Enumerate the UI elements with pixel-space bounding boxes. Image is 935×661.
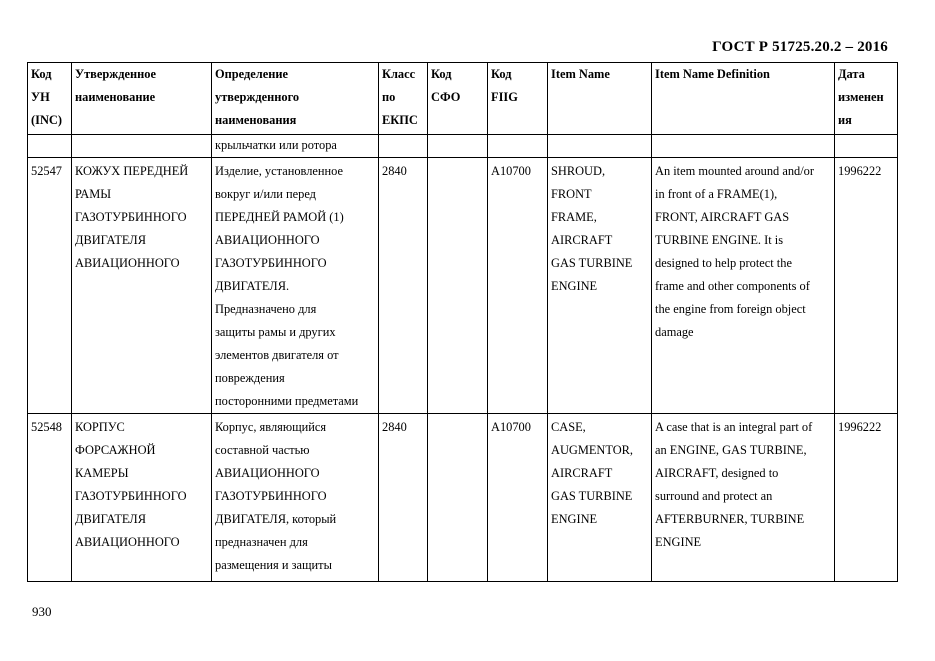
cell-change-date: [835, 135, 898, 158]
cell-line: Изделие, установленное: [215, 164, 343, 178]
cell-line: УН: [31, 90, 50, 104]
cell-line: составной частью: [215, 443, 310, 457]
header-change-date: [835, 63, 898, 135]
cell-line: ГАЗОТУРБИННОГО: [75, 489, 187, 503]
cell-line: Item Name: [551, 67, 610, 81]
cell-approved-name: [72, 158, 212, 414]
cell-line: AFTERBURNER, TURBINE: [655, 512, 805, 526]
cell-line: AIRCRAFT: [551, 466, 613, 480]
cell-definition: [212, 414, 379, 582]
cell-line: 1996222: [838, 164, 882, 178]
cell-change-date: [835, 158, 898, 414]
cell-line: AUGMENTOR,: [551, 443, 634, 457]
cell-line: Код: [491, 67, 512, 81]
cell-line: крыльчатки или ротора: [215, 138, 337, 152]
cell-line: TURBINE ENGINE. It is: [655, 233, 784, 247]
cell-line: 2840: [382, 420, 407, 434]
cell-line: изменен: [838, 90, 884, 104]
cell-line: GAS TURBINE: [551, 489, 633, 503]
cell-line: размещения и защиты: [215, 558, 332, 572]
cell-line: Корпус, являющийся: [215, 420, 327, 434]
page-number: 930: [32, 604, 52, 619]
cell-item-name-definition: [652, 414, 835, 582]
cell-item-name: [548, 158, 652, 414]
cell-line: frame and other components of: [655, 279, 810, 293]
cell-line: the engine from foreign object: [655, 302, 806, 316]
cell-line: Код: [31, 67, 52, 81]
cell-ekps-class: [379, 135, 428, 158]
header-fiig-code: [488, 63, 548, 135]
cell-item-name: [548, 135, 652, 158]
cell-inc-code: [28, 135, 72, 158]
cell-line: 2840: [382, 164, 407, 178]
cell-line: АВИАЦИОННОГО: [215, 466, 320, 480]
cell-line: in front of a FRAME(1),: [655, 187, 778, 201]
cell-line: (INC): [31, 113, 62, 127]
cell-item-name-definition: [652, 135, 835, 158]
cell-item-name: [548, 414, 652, 582]
cell-line: элементов двигателя от: [215, 348, 339, 362]
cell-line: FIIG: [491, 90, 518, 104]
cell-line: ENGINE: [655, 535, 702, 549]
cell-line: ЕКПС: [382, 113, 418, 127]
cell-line: ия: [838, 113, 852, 127]
cell-sfo-code: [428, 414, 488, 582]
cell-line: СФО: [431, 90, 461, 104]
cell-inc-code: [28, 414, 72, 582]
cell-fiig-code: [488, 135, 548, 158]
header-ekps-class: [379, 63, 428, 135]
table-row: [28, 414, 898, 582]
cell-line: Код: [431, 67, 452, 81]
cell-line: ГАЗОТУРБИННОГО: [215, 256, 327, 270]
cell-approved-name: [72, 135, 212, 158]
cell-line: КАМЕРЫ: [75, 466, 129, 480]
cell-sfo-code: [428, 158, 488, 414]
cell-line: вокруг и/или перед: [215, 187, 316, 201]
cell-line: A case that is an integral part of: [655, 420, 813, 434]
cell-line: наименования: [215, 113, 297, 127]
cell-line: 1996222: [838, 420, 882, 434]
cell-line: A10700: [491, 420, 531, 434]
header-approved-name: [72, 63, 212, 135]
cell-line: Item Name Definition: [655, 67, 770, 81]
cell-line: утвержденного: [215, 90, 300, 104]
cell-line: наименование: [75, 90, 156, 104]
document-header: ГОСТ Р 51725.20.2 – 2016: [712, 39, 888, 55]
header-item-name: [548, 63, 652, 135]
cell-line: КОЖУХ ПЕРЕДНЕЙ: [75, 164, 189, 178]
cell-line: ФОРСАЖНОЙ: [75, 443, 156, 457]
cell-item-name-definition: [652, 158, 835, 414]
cell-line: GAS TURBINE: [551, 256, 633, 270]
table-row: [28, 158, 898, 414]
cell-ekps-class: [379, 414, 428, 582]
cell-line: designed to help protect the: [655, 256, 792, 270]
cell-line: ДВИГАТЕЛЯ: [75, 512, 146, 526]
cell-line: ДВИГАТЕЛЯ, который: [215, 512, 337, 526]
cell-line: повреждения: [215, 371, 285, 385]
cell-line: FRONT: [551, 187, 592, 201]
cell-approved-name: [72, 414, 212, 582]
cell-line: КОРПУС: [75, 420, 125, 434]
cell-definition: [212, 135, 379, 158]
cell-line: ПЕРЕДНЕЙ РАМОЙ (1): [215, 210, 344, 224]
header-definition: [212, 63, 379, 135]
cell-definition: [212, 158, 379, 414]
cell-line: CASE,: [551, 420, 586, 434]
header-inc-code: [28, 63, 72, 135]
cell-line: АВИАЦИОННОГО: [75, 256, 180, 270]
cell-line: FRAME,: [551, 210, 597, 224]
cell-inc-code: [28, 158, 72, 414]
cell-line: 52548: [31, 420, 62, 434]
cell-line: Утвержденное: [75, 67, 156, 81]
cell-fiig-code: [488, 158, 548, 414]
cell-line: FRONT, AIRCRAFT GAS: [655, 210, 790, 224]
cell-line: ENGINE: [551, 279, 598, 293]
cell-change-date: [835, 414, 898, 582]
cell-line: защиты рамы и других: [215, 325, 336, 339]
cell-line: damage: [655, 325, 694, 339]
cell-line: Класс: [382, 67, 416, 81]
cell-line: АВИАЦИОННОГО: [215, 233, 320, 247]
continuation-row: [28, 135, 898, 158]
cell-line: Предназначено для: [215, 302, 317, 316]
cell-line: A10700: [491, 164, 531, 178]
cell-line: по: [382, 90, 396, 104]
header-item-name-definition: [652, 63, 835, 135]
cell-line: surround and protect an: [655, 489, 773, 503]
header-sfo-code: [428, 63, 488, 135]
cell-line: посторонними предметами: [215, 394, 359, 408]
cell-line: Определение: [215, 67, 289, 81]
cell-ekps-class: [379, 158, 428, 414]
cell-line: ГАЗОТУРБИННОГО: [75, 210, 187, 224]
cell-line: an ENGINE, GAS TURBINE,: [655, 443, 807, 457]
cell-line: РАМЫ: [75, 187, 112, 201]
cell-line: 52547: [31, 164, 62, 178]
cell-line: ENGINE: [551, 512, 598, 526]
cell-sfo-code: [428, 135, 488, 158]
cell-line: Дата: [838, 67, 865, 81]
cell-line: ДВИГАТЕЛЯ: [75, 233, 146, 247]
cell-line: ДВИГАТЕЛЯ.: [215, 279, 290, 293]
catalog-table: [27, 62, 898, 582]
table-header-row: [28, 63, 898, 135]
cell-line: предназначен для: [215, 535, 308, 549]
cell-line: AIRCRAFT: [551, 233, 613, 247]
cell-fiig-code: [488, 414, 548, 582]
cell-line: AIRCRAFT, designed to: [655, 466, 779, 480]
cell-line: ГАЗОТУРБИННОГО: [215, 489, 327, 503]
cell-line: АВИАЦИОННОГО: [75, 535, 180, 549]
cell-line: SHROUD,: [551, 164, 606, 178]
cell-line: An item mounted around and/or: [655, 164, 814, 178]
